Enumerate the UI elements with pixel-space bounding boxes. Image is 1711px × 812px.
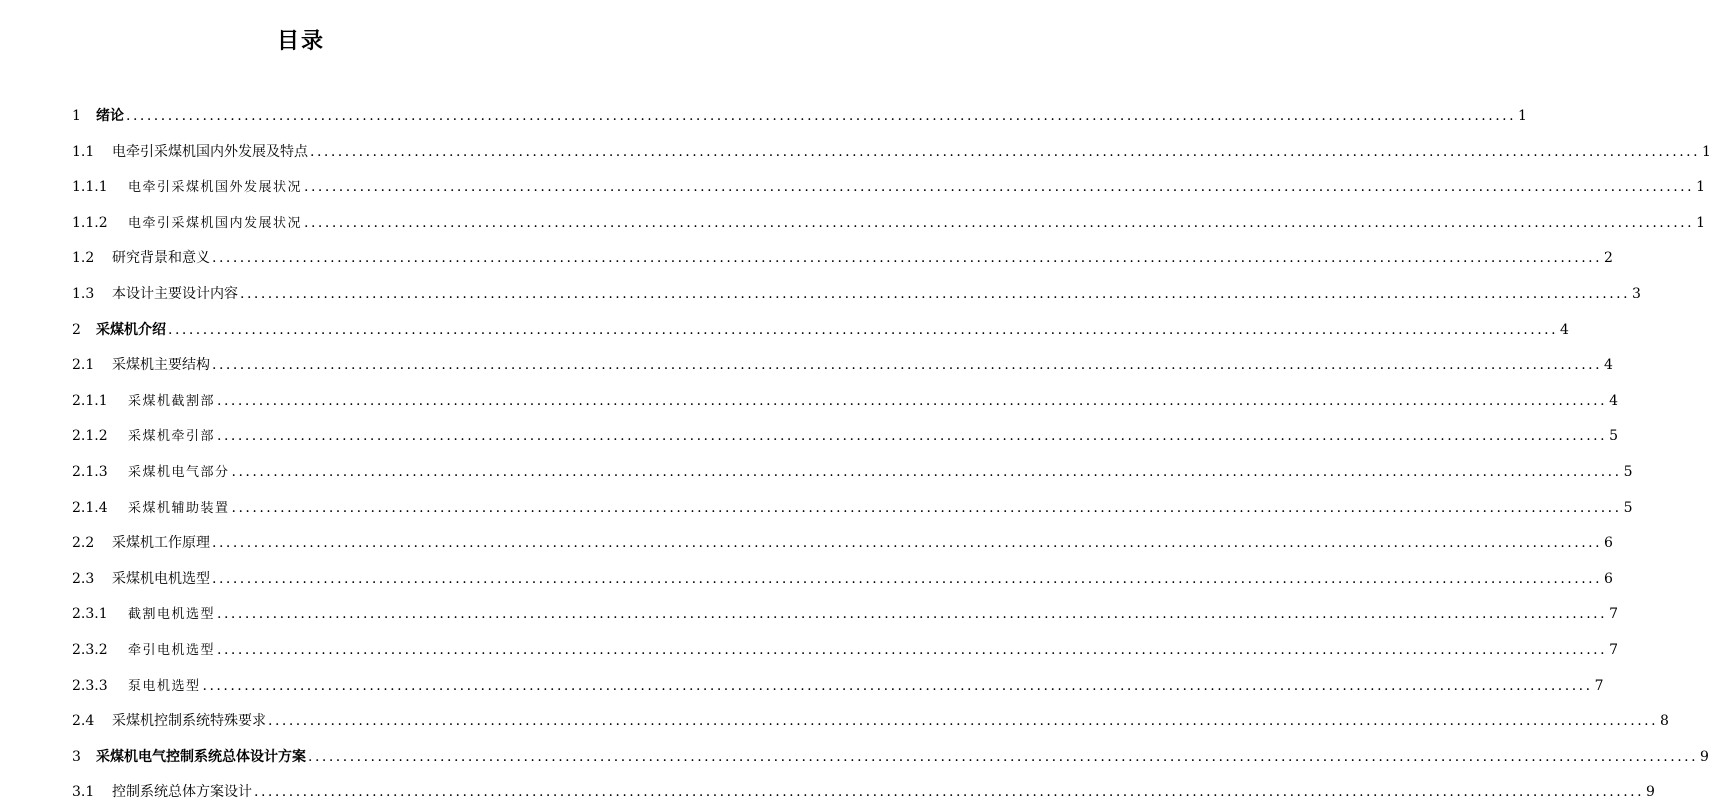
toc-entry-title: 电牵引采煤机国内发展状况 xyxy=(128,215,303,231)
toc-entry-page: 9 xyxy=(1700,748,1709,765)
toc-entry[interactable] xyxy=(72,775,1655,811)
toc-entry-page: 1 xyxy=(1696,179,1705,196)
toc-entry-title: 控制系统总体方案设计 xyxy=(112,784,252,801)
toc-entry-number: 1.1.2 xyxy=(72,214,108,231)
toc-entry-page: 1 xyxy=(1518,108,1527,124)
toc-entry-title: 采煤机牵引部 xyxy=(128,429,216,445)
toc-entry-title: 电牵引采煤机国外发展状况 xyxy=(128,180,303,196)
toc-entry[interactable] xyxy=(72,491,1633,527)
toc-entry-page: 5 xyxy=(1623,499,1633,516)
toc-entry[interactable] xyxy=(72,313,1569,349)
toc-leader-dots: ........................................................................................................................................................................................................ xyxy=(308,748,1699,765)
toc-entry[interactable] xyxy=(72,241,1613,277)
toc-entry-number: 2 xyxy=(72,321,81,338)
toc-entry-page: 4 xyxy=(1560,321,1569,338)
toc-entry-number: 1 xyxy=(72,108,81,124)
toc-entry-title: 截割电机选型 xyxy=(128,607,216,623)
toc-entry[interactable] xyxy=(72,277,1641,313)
toc-leader-dots: ........................................................................................................................................................................................................ xyxy=(212,535,1603,552)
toc-leader-dots: ........................................................................................................................................................................................................ xyxy=(231,499,1622,516)
toc-entry-page: 5 xyxy=(1609,428,1618,445)
toc-entry-number: 2.2 xyxy=(72,535,95,552)
toc-entry-number: 1.3 xyxy=(72,285,95,302)
toc-leader-dots: ........................................................................................................................................................................................................ xyxy=(304,214,1695,231)
toc-entry-number: 2.3.1 xyxy=(72,606,108,623)
toc-entry-page: 5 xyxy=(1623,463,1633,480)
toc-entry[interactable] xyxy=(72,455,1633,491)
toc-entry-title: 采煤机介绍 xyxy=(96,321,166,338)
toc-entry-page: 7 xyxy=(1609,641,1618,658)
toc-entry[interactable] xyxy=(72,562,1613,598)
toc-entry-page: 9 xyxy=(1646,784,1655,801)
toc-entry[interactable] xyxy=(72,669,1604,705)
toc-entry-title: 采煤机主要结构 xyxy=(112,357,210,374)
toc-entry-number: 2.3.2 xyxy=(72,641,108,658)
toc-leader-dots: ........................................................................................................................................................................................................ xyxy=(254,784,1645,801)
toc-entry-title: 本设计主要设计内容 xyxy=(112,285,238,302)
toc-entry-title: 采煤机辅助装置 xyxy=(128,500,230,516)
toc-entry-number: 2.1.3 xyxy=(72,463,108,480)
toc-leader-dots: ........................................................................................................................................................................................................ xyxy=(310,143,1701,160)
toc-entry[interactable] xyxy=(72,135,1711,171)
toc-entry-page: 1 xyxy=(1696,214,1705,231)
toc-leader-dots: ........................................................................................................................................................................................................ xyxy=(217,606,1608,623)
toc-entry-title: 采煤机工作原理 xyxy=(112,535,210,552)
toc-entry[interactable] xyxy=(72,419,1618,455)
toc-entry-number: 2.4 xyxy=(72,713,95,730)
toc-entry[interactable] xyxy=(72,170,1705,206)
toc-leader-dots: ........................................................................................................................................................................................................ xyxy=(212,357,1603,374)
toc-entry-page: 4 xyxy=(1604,357,1613,374)
toc-leader-dots: ........................................................................................................................................................................................................ xyxy=(202,677,1593,694)
toc-leader-dots: ........................................................................................................................................................................................................ xyxy=(231,463,1622,480)
toc-entry-page: 7 xyxy=(1594,677,1604,694)
toc-entry-number: 2.3.3 xyxy=(72,677,108,694)
toc-leader-dots: ........................................................................................................................................................................................................ xyxy=(217,428,1608,445)
toc-entry-title: 电牵引采煤机国内外发展及特点 xyxy=(112,143,308,160)
toc-entry-title: 采煤机控制系统特殊要求 xyxy=(112,713,266,730)
toc-entry-page: 4 xyxy=(1609,392,1618,409)
toc-entry[interactable] xyxy=(72,633,1618,669)
toc-entry-page: 1 xyxy=(1702,143,1711,160)
toc-entry[interactable] xyxy=(72,526,1613,562)
page-title: 目录 xyxy=(276,29,325,54)
toc-entry-number: 2.1.1 xyxy=(72,392,108,409)
toc-entry-title: 采煤机电气部分 xyxy=(128,464,230,480)
toc-entry-number: 1.1 xyxy=(72,143,95,160)
toc-entry-page: 7 xyxy=(1609,606,1618,623)
toc-entry-number: 2.1 xyxy=(72,357,95,374)
toc-entry[interactable] xyxy=(72,597,1618,633)
toc-leader-dots: ........................................................................................................................................................................................................ xyxy=(304,179,1695,196)
toc-entry-page: 6 xyxy=(1604,570,1613,587)
toc-leader-dots: ........................................................................................................................................................................................................ xyxy=(212,250,1603,267)
toc-entry-number: 2.3 xyxy=(72,570,95,587)
toc-entry-number: 2.1.2 xyxy=(72,428,108,445)
toc-entry[interactable] xyxy=(72,99,1527,135)
toc-leader-dots: ........................................................................................................................................................................................................ xyxy=(268,713,1659,730)
toc-entry-title: 研究背景和意义 xyxy=(112,250,210,267)
toc-entry-page: 8 xyxy=(1660,713,1669,730)
toc-entry-title: 采煤机电机选型 xyxy=(112,570,210,587)
toc-entry-page: 3 xyxy=(1632,285,1641,302)
toc-leader-dots: ........................................................................................................................................................................................................ xyxy=(217,392,1608,409)
toc-entry-number: 1.2 xyxy=(72,250,95,267)
toc-entry-title: 绪论 xyxy=(96,108,124,124)
toc-leader-dots: ........................................................................................................................................................................................................ xyxy=(168,321,1559,338)
toc-entry-page: 2 xyxy=(1604,250,1613,267)
toc-entry-title: 采煤机截割部 xyxy=(128,393,216,409)
toc-leader-dots: ........................................................................................................................................................................................................ xyxy=(217,641,1608,658)
toc-entry[interactable] xyxy=(72,384,1618,420)
toc-entry-page: 6 xyxy=(1604,535,1613,552)
toc-entry-title: 采煤机电气控制系统总体设计方案 xyxy=(96,748,306,765)
toc-entry-title: 牵引电机选型 xyxy=(128,642,216,658)
toc-entry-number: 3.1 xyxy=(72,784,95,801)
toc-leader-dots: ........................................................................................................................................................................................................ xyxy=(240,285,1631,302)
toc-entry[interactable] xyxy=(72,740,1709,776)
table-of-contents xyxy=(72,99,1711,811)
toc-entry-number: 2.1.4 xyxy=(72,499,108,516)
toc-leader-dots: ........................................................................................................................................................................................................ xyxy=(126,108,1517,124)
toc-entry-number: 1.1.1 xyxy=(72,179,108,196)
toc-entry[interactable] xyxy=(72,704,1669,740)
toc-entry-number: 3 xyxy=(72,748,81,765)
toc-entry-title: 泵电机选型 xyxy=(128,678,201,694)
toc-entry[interactable] xyxy=(72,206,1705,242)
toc-entry[interactable] xyxy=(72,348,1613,384)
toc-leader-dots: ........................................................................................................................................................................................................ xyxy=(212,570,1603,587)
